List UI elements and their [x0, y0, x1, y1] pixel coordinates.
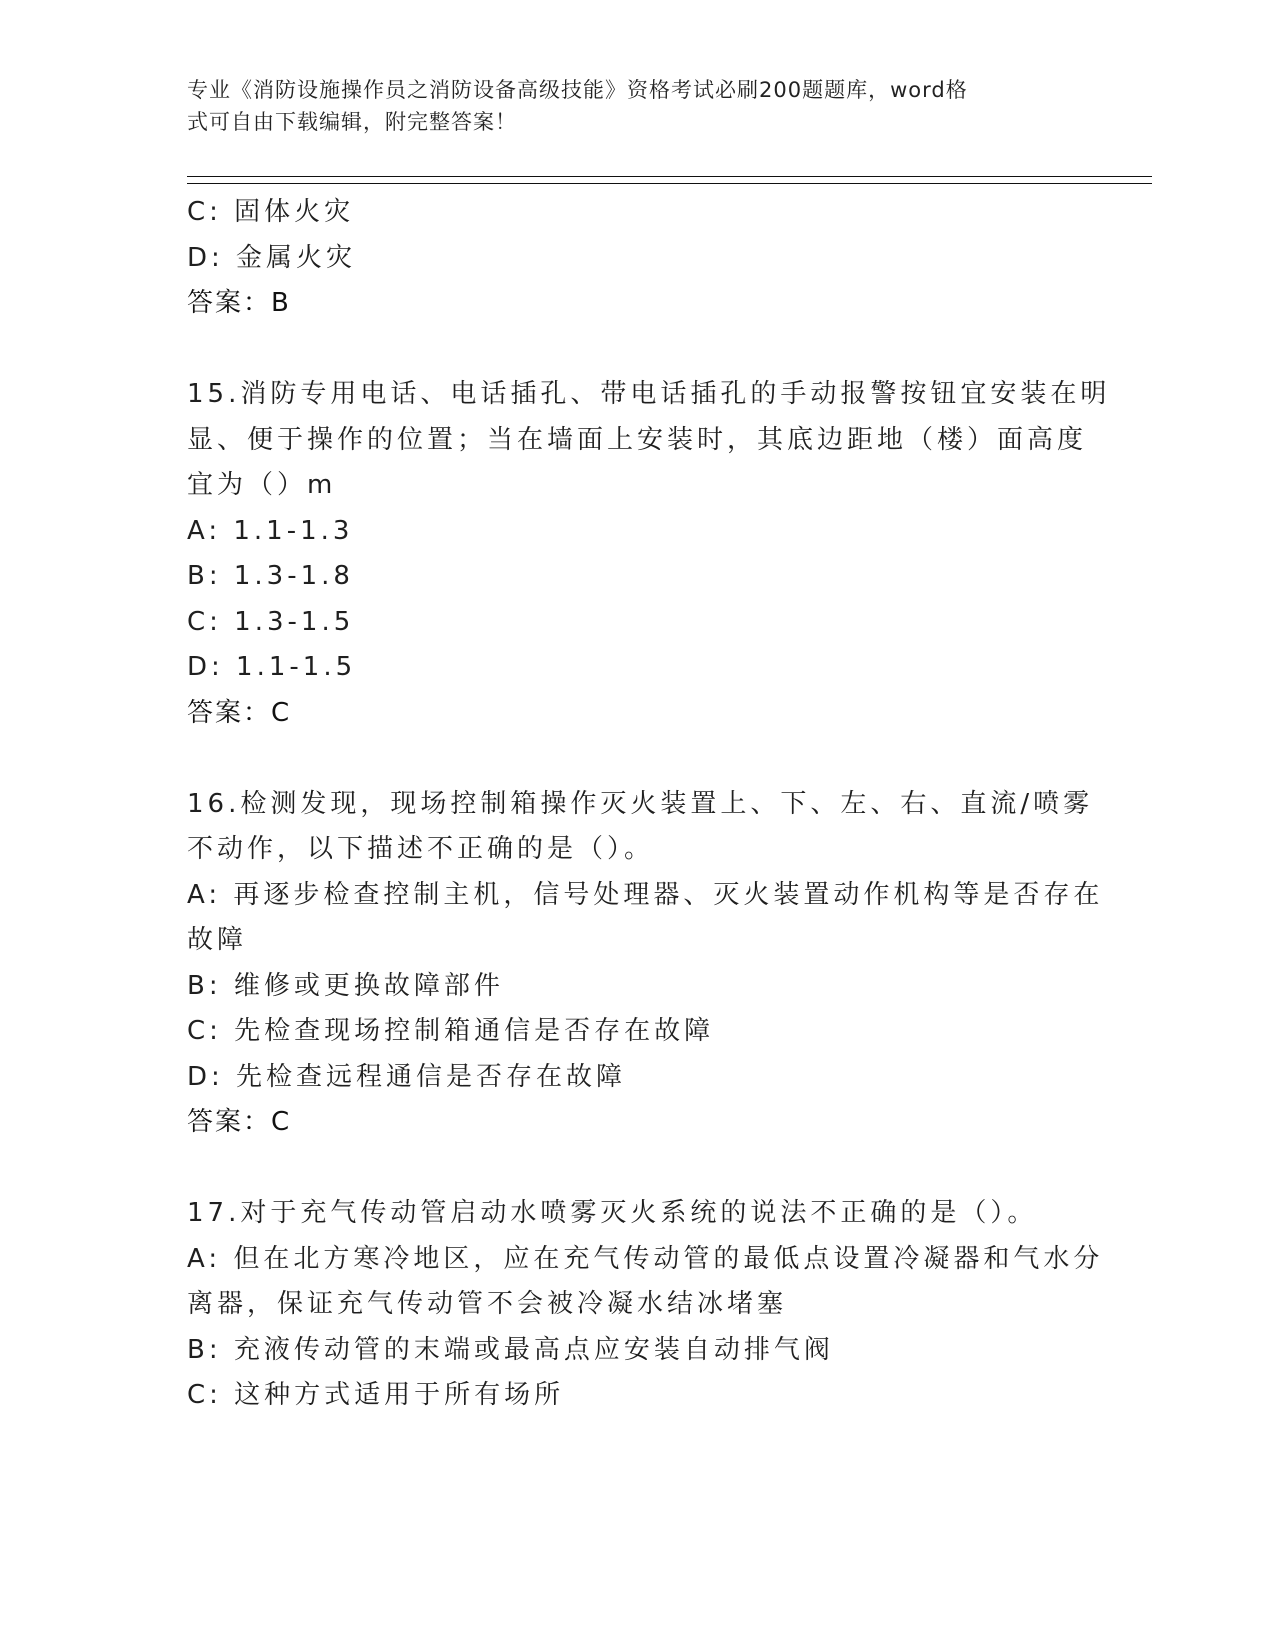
spacer — [187, 736, 1087, 782]
q15-option-b: B: 1.3-1.8 — [187, 561, 354, 591]
q15-option-a: A: 1.1-1.3 — [187, 515, 354, 546]
header-line-2: 式可自由下载编辑，附完整答案！ — [187, 110, 517, 134]
header-rule-top — [187, 176, 1152, 177]
q16-option-a-line-2: 故障 — [187, 925, 248, 955]
q14-answer: 答案：B — [187, 288, 291, 318]
q16-option-a-line-1: A: 再逐步检查控制主机，信号处理器、灭火装置动作机构等是否存在 — [187, 879, 1104, 910]
q16-option-c: C: 先检查现场控制箱通信是否存在故障 — [187, 1016, 715, 1046]
q17-option-b: B: 充液传动管的末端或最高点应安装自动排气阀 — [187, 1334, 834, 1365]
q15-answer: 答案：C — [187, 697, 292, 728]
q16-stem-line-1: 16.检测发现，现场控制箱操作灭火装置上、下、左、右、直流/喷雾 — [187, 788, 1094, 819]
spacer — [187, 327, 1087, 373]
question-14 — [187, 190, 1087, 327]
q17-option-c: C: 这种方式适用于所有场所 — [187, 1380, 565, 1410]
spacer — [187, 1146, 1087, 1192]
q16-option-b: B: 维修或更换故障部件 — [187, 970, 504, 1001]
question-16 — [187, 782, 1104, 1146]
header-line-1: 专业《消防设施操作员之消防设备高级技能》资格考试必刷200题题库，word格 — [187, 78, 968, 102]
q15-option-c: C: 1.3-1.5 — [187, 606, 355, 637]
q15-stem-line-2: 显、便于操作的位置；当在墙面上安装时，其底边距地（楼）面高度 — [187, 424, 1088, 455]
q17-stem-line-1: 17.对于充气传动管启动水喷雾灭火系统的说法不正确的是（）。 — [187, 1198, 1038, 1228]
q17-option-a-line-2: 离器，保证充气传动管不会被冷凝水结冰堵塞 — [187, 1289, 788, 1319]
header-rule-bottom — [187, 183, 1152, 184]
q15-stem-line-1: 15.消防专用电话、电话插孔、带电话插孔的手动报警按钮宜安装在明 — [187, 379, 1111, 409]
q16-stem-line-2: 不动作，以下描述不正确的是（）。 — [187, 834, 655, 864]
q14-option-d: D: 金属火灾 — [187, 242, 357, 273]
q16-option-d: D: 先检查远程通信是否存在故障 — [187, 1061, 627, 1092]
document-header — [187, 74, 1067, 138]
q14-option-c: C: 固体火灾 — [187, 197, 355, 227]
question-list — [187, 190, 1111, 1419]
q17-option-a-line-1: A: 但在北方寒冷地区，应在充气传动管的最低点设置冷凝器和气水分 — [187, 1243, 1104, 1274]
question-15 — [187, 372, 1111, 736]
q16-answer: 答案：C — [187, 1107, 292, 1137]
question-17 — [187, 1191, 1104, 1419]
q15-option-d: D: 1.1-1.5 — [187, 652, 357, 682]
q15-stem-line-3: 宜为（）m — [187, 470, 337, 500]
